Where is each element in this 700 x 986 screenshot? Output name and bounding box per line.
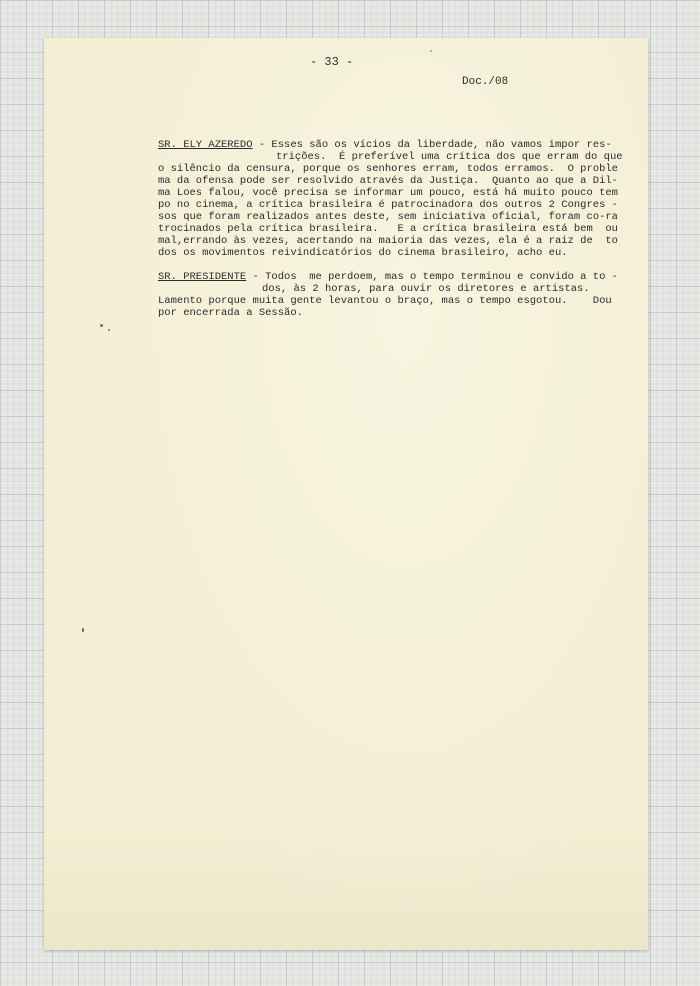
- speech-line: Lamento porque muita gente levantou o braço, mas o tempo esgotou. Dou: [158, 295, 612, 307]
- document-reference: Doc./08: [462, 76, 509, 88]
- speaker-name: SR. PRESIDENTE: [158, 271, 247, 283]
- speech-line: ma da ofensa pode ser resolvido através da Justiça. Quanto ao que a Dil-: [158, 175, 618, 187]
- speech-line: o silêncio da censura, porque os senhores erram, todos erramos. O proble: [158, 163, 618, 175]
- speech-line: po no cinema, a crítica brasileira é patrocinadora dos outros 2 Congres -: [158, 199, 618, 211]
- speech-line: dos, às 2 horas, para ouvir os diretores e artistas.: [262, 283, 590, 295]
- paper-stain: [108, 329, 110, 331]
- speech-line: trições. É preferível uma crítica dos que erram do que: [276, 151, 623, 163]
- speaker-name: SR. ELY AZEREDO: [158, 139, 253, 151]
- speech-line: ma Loes falou, você precisa se informar um pouco, está há muito pouco tem: [158, 187, 618, 199]
- speaker-line: [158, 271, 618, 283]
- speech-line: dos os movimentos reivindicatórios do cinema brasileiro, acho eu.: [158, 247, 568, 259]
- paper-stain: [82, 628, 84, 632]
- speech-line: - Esses são os vícios da liberdade, não vamos impor res-: [252, 139, 612, 151]
- speech-line: mal,errando às vezes, acertando na maioria das vezes, ela é a raiz de to: [158, 235, 618, 247]
- speech-line: trocinados pela crítica brasileira. E a crítica brasileira está bem ou: [158, 223, 618, 235]
- speaker-line: [158, 139, 612, 151]
- speech-line: por encerrada a Sessão.: [158, 307, 303, 319]
- speech-line: sos que foram realizados antes deste, sem iniciativa oficial, foram co-ra: [158, 211, 618, 223]
- page-number: - 33 -: [310, 55, 354, 69]
- speech-line: - Todos me perdoem, mas o tempo terminou e convido a to -: [246, 271, 618, 283]
- paper-stain: [100, 324, 103, 327]
- paper-stain: [430, 50, 432, 52]
